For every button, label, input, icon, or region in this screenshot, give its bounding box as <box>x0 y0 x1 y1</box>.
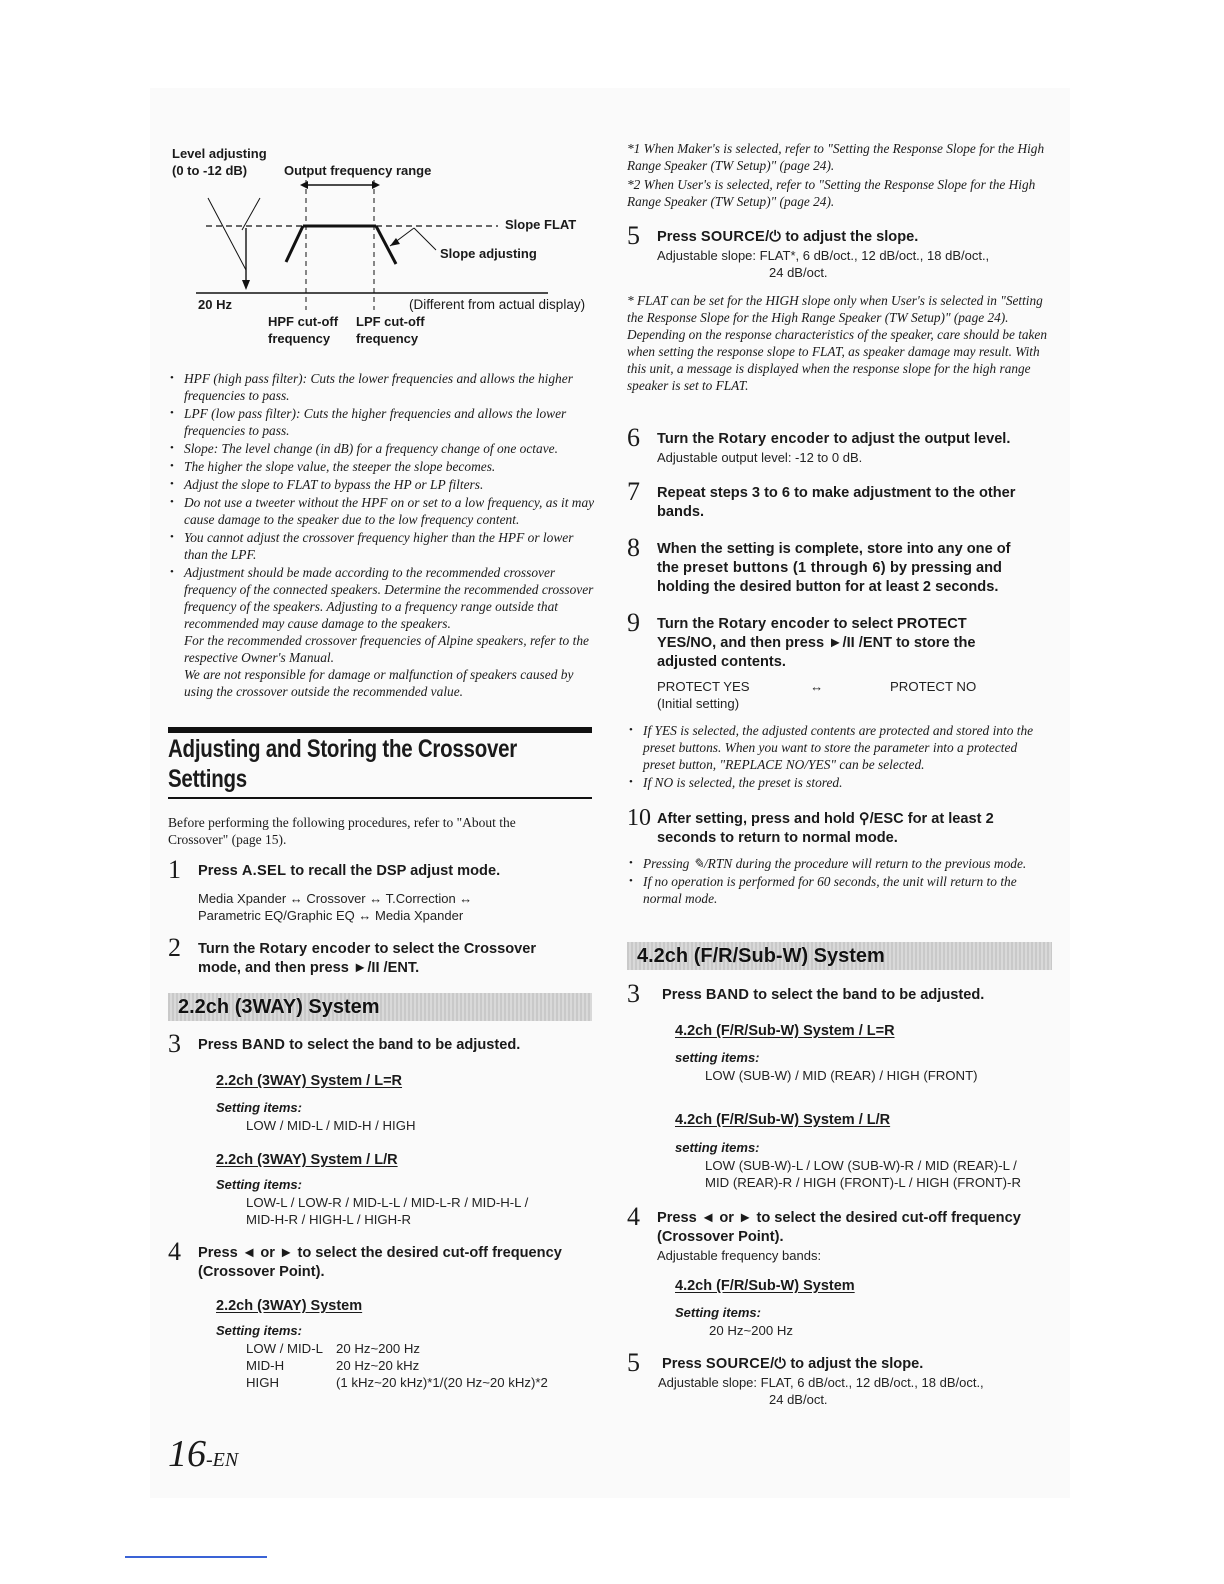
link-underline <box>125 1556 267 1558</box>
intro-text: Before performing the following procedures, refer to "About the Crossover" (page 15). <box>168 815 516 847</box>
right-step-10 <box>627 805 1067 848</box>
table-row: LOW / MID-L 20 Hz~200 Hz <box>246 1341 420 1356</box>
step-heading: Press SOURCE/⏻ to adjust the slope. <box>662 1356 924 1372</box>
band-header-2-2ch: 2.2ch (3WAY) System <box>168 993 592 1021</box>
section-title-line2: Settings <box>168 765 247 793</box>
step-number: 2 <box>168 933 181 962</box>
note-item: • If NO is selected, the preset is stored. <box>627 774 1052 791</box>
flat-note: * FLAT can be set for the HIGH slope only when User's is selected in "Setting the Response Slope for the High Range Speaker (TW Setup)" (page 24). Depending on the response characteristics of the speaker, care should be taken when setting the response slope to FLAT, as speaker damage may result. With this unit, a message is displayed when the response slope for the high range speaker is set to FLAT. <box>627 293 1047 393</box>
table-row: HIGH (1 kHz~20 kHz)*1/(20 Hz~20 kHz)*2 <box>246 1375 548 1390</box>
lpf-label-1: LPF cut-off <box>356 314 425 329</box>
table-row: MID-H 20 Hz~20 kHz <box>246 1358 420 1373</box>
note-item: • LPF (low pass filter): Cuts the higher frequencies and allows the lower frequencies to pass. <box>168 405 598 439</box>
step-10-notes <box>627 855 1052 908</box>
left-step-3 <box>168 1029 598 1058</box>
step-number: 9 <box>627 608 640 637</box>
slope-flat-label: Slope FLAT <box>505 217 577 232</box>
step-heading: When the setting is complete, store into any one of the preset buttons (1 through 6) by pressing and holding the desired button for at least 2 seconds. <box>657 541 1011 595</box>
step-heading: Press A.SEL to recall the DSP adjust mode. <box>198 863 501 879</box>
step-number: 3 <box>168 1029 181 1058</box>
subheading-4-2ch-l-r: 4.2ch (F/R/Sub-W) System / L/R <box>675 1112 891 1128</box>
lpf-label-2: frequency <box>356 331 419 346</box>
step-number: 7 <box>627 477 640 506</box>
right-step-9 <box>627 608 1067 672</box>
setting-items-text: MID (REAR)-R / HIGH (FRONT)-L / HIGH (FRONT)-R <box>705 1175 1021 1190</box>
right-step-4 <box>627 1202 1067 1264</box>
step-heading: Turn the Rotary encoder to adjust the output level. <box>657 431 1011 447</box>
subheading-2-2ch-l-eq-r: 2.2ch (3WAY) System / L=R <box>216 1073 403 1089</box>
right-step-5 <box>627 221 1057 281</box>
different-label: (Different from actual display) <box>409 297 586 312</box>
crossover-diagram <box>168 140 608 355</box>
section-rule-top <box>168 727 592 733</box>
note-para: • Adjustment should be made according to the recommended crossover frequency of the connected speakers. Determine the recommended crossover frequency of the speakers. Adjusting to a frequency range outside that recommended may cause damage to the speakers. <box>184 565 594 631</box>
note-item: • The higher the slope value, the steeper the slope becomes. <box>168 458 598 475</box>
key-name: preset buttons (1 through 6) <box>682 560 886 576</box>
hpf-label-1: HPF cut-off <box>268 314 339 329</box>
left-step-2 <box>168 933 598 978</box>
step-heading: Press ◄ or ► to select the desired cut-off frequency (Crossover Point). <box>198 1245 562 1280</box>
step-number: 4 <box>627 1202 640 1231</box>
setting-items-label: setting items: <box>675 1140 760 1155</box>
note-item: • HPF (high pass filter): Cuts the lower frequencies and allows the higher frequencies to pass. <box>168 370 598 404</box>
setting-items-text: LOW / MID-L / MID-H / HIGH <box>246 1118 416 1133</box>
step-body: Media Xpander ↔ Crossover ↔ T.Correction ↔ Parametric EQ/Graphic EQ ↔ Media Xpander <box>198 891 473 923</box>
key-name: SOURCE/⏻ <box>700 229 782 245</box>
crossover-notes <box>168 370 598 701</box>
step-number: 5 <box>627 221 640 250</box>
step-body: Adjustable slope: FLAT, 6 dB/oct., 12 dB/oct., 18 dB/oct., 24 dB/oct. <box>658 1375 984 1407</box>
protect-no: PROTECT NO <box>890 679 977 694</box>
key-name: Rotary encoder <box>718 616 830 632</box>
step-number: 5 <box>627 1348 640 1377</box>
step-number: 3 <box>627 979 640 1008</box>
footnote-1: *1 When Maker's is selected, refer to "Setting the Response Slope for the High Range Speaker (TW Setup)" (page 24). <box>627 141 1045 173</box>
note-item: • If no operation is performed for 60 seconds, the unit will return to the normal mode. <box>627 873 1052 907</box>
key-name: A.SEL <box>241 863 287 879</box>
setting-items-text: LOW (SUB-W)-L / LOW (SUB-W)-R / MID (REAR)-L / <box>705 1158 1017 1173</box>
step-body: Adjustable frequency bands: <box>657 1248 822 1263</box>
note-para: We are not responsible for damage or malfunction of speakers caused by using the crossover outside the recommended value. <box>184 667 574 699</box>
step-number: 6 <box>627 423 640 452</box>
step-number: 4 <box>168 1237 181 1266</box>
right-step-5b <box>627 1348 1067 1408</box>
step-heading: Turn the Rotary encoder to select PROTECT YES/NO, and then press ►/II /ENT to store the adjusted contents. <box>657 616 976 670</box>
step-heading: Press SOURCE/⏻ to adjust the slope. <box>657 229 919 245</box>
band-header-4-2ch: 4.2ch (F/R/Sub-W) System <box>627 942 1052 970</box>
right-step-6 <box>627 423 1067 466</box>
key-name: BAND <box>241 1037 286 1053</box>
step-heading: Press ◄ or ► to select the desired cut-off frequency (Crossover Point). <box>657 1210 1021 1245</box>
step-heading: After setting, press and hold ⚲/ESC for at least 2 seconds to return to normal mode. <box>657 811 994 846</box>
slope-adjusting-label: Slope adjusting <box>440 246 537 261</box>
note-item-recommend <box>168 564 598 700</box>
footnote-2: *2 When User's is selected, refer to "Setting the Response Slope for the High Range Speaker (TW Setup)" (page 24). <box>627 177 1036 209</box>
setting-items-text: MID-H-R / HIGH-L / HIGH-R <box>246 1212 412 1227</box>
setting-items-text: LOW (SUB-W) / MID (REAR) / HIGH (FRONT) <box>705 1068 978 1083</box>
setting-items-label: Setting items: <box>216 1177 302 1192</box>
key-name: Rotary encoder <box>718 431 830 447</box>
subheading-4-2ch-l-eq-r: 4.2ch (F/R/Sub-W) System / L=R <box>675 1023 895 1039</box>
subheading-2-2ch-l-r: 2.2ch (3WAY) System / L/R <box>216 1152 398 1168</box>
setting-items-text: 20 Hz~200 Hz <box>709 1323 793 1338</box>
right-step-8 <box>627 533 1067 597</box>
right-step-7 <box>627 477 1067 522</box>
step-body: Adjustable slope: FLAT*, 6 dB/oct., 12 dB/oct., 18 dB/oct., 24 dB/oct. <box>657 248 990 280</box>
note-para: For the recommended crossover frequencies of Alpine speakers, refer to the respective Owner's Manual. <box>184 633 589 665</box>
hz-label: 20 Hz <box>198 297 232 312</box>
protect-yes: PROTECT YES <box>657 679 750 694</box>
step-heading: Repeat steps 3 to 6 to make adjustment to the other bands. <box>657 485 1016 520</box>
step-number: 8 <box>627 533 640 562</box>
section-rule-bottom <box>168 797 592 799</box>
protect-initial: (Initial setting) <box>657 696 740 711</box>
output-range-label: Output frequency range <box>284 163 432 178</box>
note-item: • If YES is selected, the adjusted contents are protected and stored into the preset buttons. When you want to store the parameter into a protected preset button, "REPLACE NO/YES" can be selected. <box>627 722 1052 773</box>
step-number: 10 <box>627 805 651 831</box>
setting-items-text: LOW-L / LOW-R / MID-L-L / MID-L-R / MID-H-L / <box>246 1195 529 1210</box>
note-item: • Do not use a tweeter without the HPF on or set to a low frequency, as it may cause damage to the speaker due to the low frequency content. <box>168 494 598 528</box>
setting-items-label: Setting items: <box>675 1305 761 1320</box>
right-step-3 <box>627 979 1067 1008</box>
note-item: • Adjust the slope to FLAT to bypass the HP or LP filters. <box>168 476 598 493</box>
left-step-4 <box>168 1237 598 1282</box>
level-adjusting-label: Level adjusting <box>172 146 267 161</box>
setting-items-label: Setting items: <box>216 1100 302 1115</box>
step-heading: Press BAND to select the band to be adjusted. <box>662 987 985 1003</box>
frequency-table <box>246 1340 548 1391</box>
subheading-4-2ch-system: 4.2ch (F/R/Sub-W) System <box>675 1278 855 1294</box>
note-item: • Pressing ✎/RTN during the procedure will return to the previous mode. <box>627 855 1052 872</box>
page-number: 16-EN <box>168 1433 239 1475</box>
subheading-2-2ch-system: 2.2ch (3WAY) System <box>216 1298 363 1314</box>
note-item: • Slope: The level change (in dB) for a frequency change of one octave. <box>168 440 598 457</box>
setting-items-label: setting items: <box>675 1050 760 1065</box>
section-title-line1: Adjusting and Storing the Crossover <box>168 735 518 763</box>
key-name: SOURCE/⏻ <box>705 1356 787 1372</box>
step-heading: Press BAND to select the band to be adjusted. <box>198 1037 521 1053</box>
level-range-label: (0 to -12 dB) <box>172 163 248 178</box>
hpf-label-2: frequency <box>268 331 331 346</box>
note-item: • You cannot adjust the crossover frequency higher than the HPF or lower than the LPF. <box>168 529 598 563</box>
left-step-1 <box>168 855 598 924</box>
protect-arrow: ↔ <box>810 679 824 694</box>
step-9-notes <box>627 722 1052 792</box>
step-number: 1 <box>168 855 181 884</box>
step-body: Adjustable output level: -12 to 0 dB. <box>657 450 863 465</box>
step-heading: Turn the Rotary encoder to select the Crossover mode, and then press ►/II /ENT. <box>198 941 537 976</box>
key-name: Rotary encoder <box>259 941 371 957</box>
setting-items-label: Setting items: <box>216 1323 302 1338</box>
key-name: BAND <box>705 987 750 1003</box>
